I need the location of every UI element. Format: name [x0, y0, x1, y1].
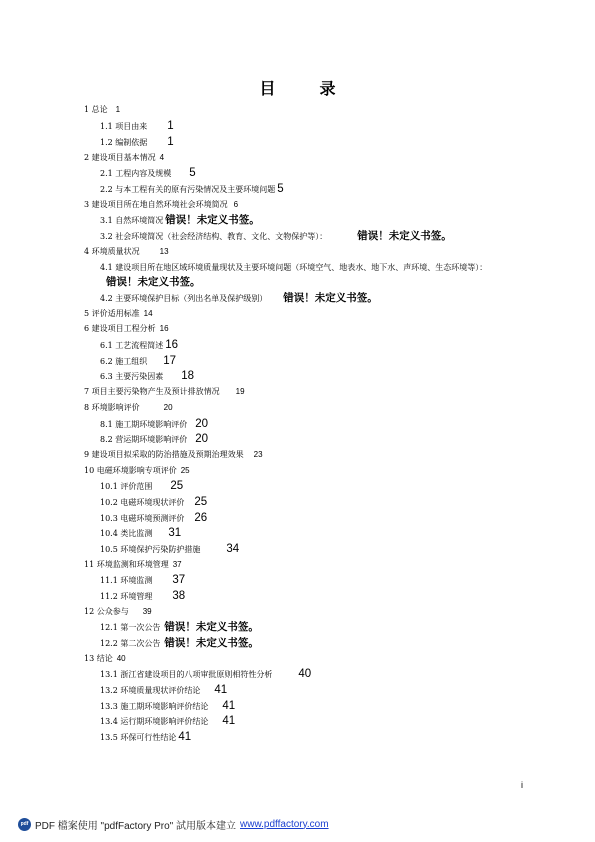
toc-entry-page: 31 [168, 527, 182, 539]
toc-entry-page: 40 [116, 654, 126, 663]
toc-entry[interactable] [100, 339, 178, 352]
toc-entry-page: 20 [195, 433, 209, 445]
toc-entry-label: 6.2 施工组织 [100, 357, 148, 366]
toc-entry-label: 9 建设项目拟采取的防治措施及预期治理效果 [84, 450, 244, 459]
toc-entry-label: 10.1 评价范围 [100, 482, 153, 491]
toc-entry[interactable] [84, 246, 169, 259]
toc-entry[interactable] [100, 731, 191, 744]
toc-entry[interactable] [100, 668, 311, 681]
toc-entry-label: 11 环境监测和环境管理 [84, 560, 169, 569]
toc-entry[interactable] [100, 621, 259, 634]
toc-entry-label: 6.1 工艺流程简述 [100, 341, 164, 350]
toc-entry-page: 16 [159, 324, 169, 333]
toc-entry[interactable] [100, 684, 227, 697]
toc-entry-page: 5 [189, 167, 196, 179]
toc-entry-page: 26 [194, 512, 208, 524]
toc-entry-label: 8.1 施工期环境影响评价 [100, 420, 188, 429]
toc-entry[interactable] [100, 433, 208, 446]
toc-entry-page: 37 [172, 574, 186, 586]
toc-entry[interactable] [84, 606, 152, 619]
toc-entry[interactable] [84, 402, 173, 415]
toc-entry-label: 1 总论 [84, 105, 108, 114]
toc-entry-label: 4 环境质量状况 [84, 247, 140, 256]
toc-entry[interactable] [100, 214, 260, 227]
toc-entry[interactable] [100, 527, 181, 540]
pdf-watermark-footer [18, 816, 329, 832]
toc-entry-error: 错误！未定义书签。 [164, 621, 259, 633]
toc-entry[interactable] [100, 715, 235, 728]
toc-entry[interactable] [100, 136, 174, 149]
toc-entry[interactable] [100, 370, 194, 383]
toc-entry-page: 25 [180, 466, 190, 475]
toc-entry[interactable] [84, 199, 238, 212]
toc-title: 目 录 [259, 79, 350, 98]
toc-entry[interactable] [100, 355, 176, 368]
toc-entry-page: 14 [143, 309, 153, 318]
toc-entry-page: 41 [222, 700, 236, 712]
toc-entry-page: 1 [167, 136, 174, 148]
toc-entry-page: 18 [181, 370, 195, 382]
toc-entry-label: 8 环境影响评价 [84, 403, 140, 412]
toc-entry-page: 17 [163, 355, 177, 367]
page-number: i [521, 780, 523, 790]
toc-entry[interactable] [100, 512, 207, 525]
toc-entry-page: 37 [172, 560, 182, 569]
toc-entry[interactable] [100, 120, 174, 133]
toc-entry[interactable] [84, 449, 263, 462]
toc-entry[interactable] [84, 308, 153, 321]
toc-entry[interactable] [100, 480, 183, 493]
toc-entry-label: 13.2 环境质量现状评价结论 [100, 686, 201, 695]
toc-entry-page: 34 [226, 543, 240, 555]
toc-entry-label: 7 项目主要污染物产生及预计排放情况 [84, 387, 220, 396]
toc-entry-label: 11.1 环境监测 [100, 576, 153, 585]
toc-entry-label: 1.1 项目由来 [100, 122, 148, 131]
toc-entry[interactable] [100, 183, 284, 196]
toc-entry-label: 10 电磁环境影响专项评价 [84, 466, 177, 475]
toc-entry-label: 13.5 环保可行性结论 [100, 733, 177, 742]
toc-entry-label: 10.5 环境保护污染防护措施 [100, 545, 201, 554]
toc-entry[interactable] [100, 543, 239, 556]
toc-entry-page: 39 [142, 607, 152, 616]
toc-entry-page: 16 [165, 339, 179, 351]
toc-entry-label: 3.1 自然环境简况 [100, 216, 164, 225]
toc-entry[interactable] [100, 590, 185, 603]
toc-entry-error: 错误！未定义书签。 [106, 276, 201, 288]
toc-entry-label: 6.3 主要污染因素 [100, 372, 164, 381]
toc-entry-page: 25 [194, 496, 208, 508]
toc-entry-label: 4.1 建设项目所在地区域环境质量现状及主要环境问题（环境空气、地表水、地下水、声环境、生态环境等）： [100, 263, 488, 272]
toc-entry-error: 错误！未定义书签。 [165, 214, 260, 226]
toc-entry-label: 2.1 工程内容及规模 [100, 169, 172, 178]
pdf-footer-text: PDF 檔案使用 "pdfFactory Pro" 試用版本建立 [35, 820, 237, 832]
toc-entry-label: 1.2 编制依据 [100, 138, 148, 147]
toc-entry-page: 6 [233, 200, 239, 209]
toc-entry[interactable] [100, 496, 207, 509]
toc-entry-label: 12.2 第二次公告 [100, 639, 161, 648]
toc-entry-page: 20 [163, 403, 173, 412]
toc-entry[interactable] [100, 292, 378, 305]
toc-entry-page: 4 [159, 153, 165, 162]
toc-entry-page: 1 [167, 120, 174, 132]
toc-entry-page: 19 [235, 387, 245, 396]
toc-entry-label: 8.2 营运期环境影响评价 [100, 435, 188, 444]
toc-entry-page: 38 [172, 590, 186, 602]
pdffactory-logo-icon: pdf [18, 818, 31, 831]
toc-entry[interactable] [84, 152, 164, 165]
toc-entry-error: 错误！未定义书签。 [164, 637, 259, 649]
toc-entry-page: 25 [170, 480, 184, 492]
toc-entry-page: 41 [178, 731, 192, 743]
toc-entry-label: 5 评价适用标准 [84, 309, 140, 318]
toc-entry-label: 10.4 类比监测 [100, 529, 153, 538]
toc-entry-label: 13 结论 [84, 654, 113, 663]
toc-entry[interactable] [84, 323, 169, 336]
toc-entry-label: 2.2 与本工程有关的原有污染情况及主要环境问题 [100, 185, 276, 194]
toc-entry[interactable] [84, 465, 190, 478]
toc-entry-label: 11.2 环境管理 [100, 592, 153, 601]
toc-entry[interactable] [100, 418, 208, 431]
toc-entry-page: 23 [253, 450, 263, 459]
toc-entry-page: 40 [298, 668, 312, 680]
toc-entry-label: 12.1 第一次公告 [100, 623, 161, 632]
toc-entry[interactable] [100, 574, 185, 587]
toc-entry[interactable] [84, 104, 120, 117]
toc-entry[interactable] [100, 262, 487, 288]
toc-entry-label: 3 建设项目所在地自然环境社会环境简况 [84, 200, 228, 209]
toc-entry-label: 13.3 施工期环境影响评价结论 [100, 702, 209, 711]
toc-entry-label: 10.3 电磁环境预测评价 [100, 514, 185, 523]
toc-entry-page: 13 [159, 247, 169, 256]
toc-entry[interactable] [100, 700, 235, 713]
toc-entry-label: 10.2 电磁环境现状评价 [100, 498, 185, 507]
toc-entry-page: 5 [277, 183, 284, 195]
toc-entry-label: 3.2 社会环境简况（社会经济结构、教育、文化、文物保护等）： [100, 232, 328, 241]
toc-entry[interactable] [84, 386, 245, 399]
toc-entry-page: 41 [214, 684, 228, 696]
pdffactory-link[interactable]: www.pdffactory.com [240, 818, 329, 830]
toc-entry[interactable] [100, 230, 452, 243]
toc-entry-error: 错误！未定义书签。 [357, 230, 452, 242]
toc-entry[interactable] [84, 559, 182, 572]
toc-entry[interactable] [100, 167, 196, 180]
toc-entry[interactable] [84, 653, 126, 666]
toc-entry-page: 1 [115, 105, 121, 114]
toc-entry-label: 13.1 浙江省建设项目的八项审批原则相符性分析 [100, 670, 273, 679]
toc-entry-label: 13.4 运行期环境影响评价结论 [100, 717, 209, 726]
toc-entry-error: 错误！未定义书签。 [283, 292, 378, 304]
toc-entry-label: 2 建设项目基本情况 [84, 153, 156, 162]
toc-entry-label: 4.2 主要环境保护目标（列出名单及保护级别） [100, 294, 268, 303]
toc-entry-page: 41 [222, 715, 236, 727]
toc-entry-label: 6 建设项目工程分析 [84, 324, 156, 333]
toc-entry[interactable] [100, 637, 259, 650]
toc-entry-page: 20 [195, 418, 209, 430]
toc-entry-label: 12 公众参与 [84, 607, 129, 616]
